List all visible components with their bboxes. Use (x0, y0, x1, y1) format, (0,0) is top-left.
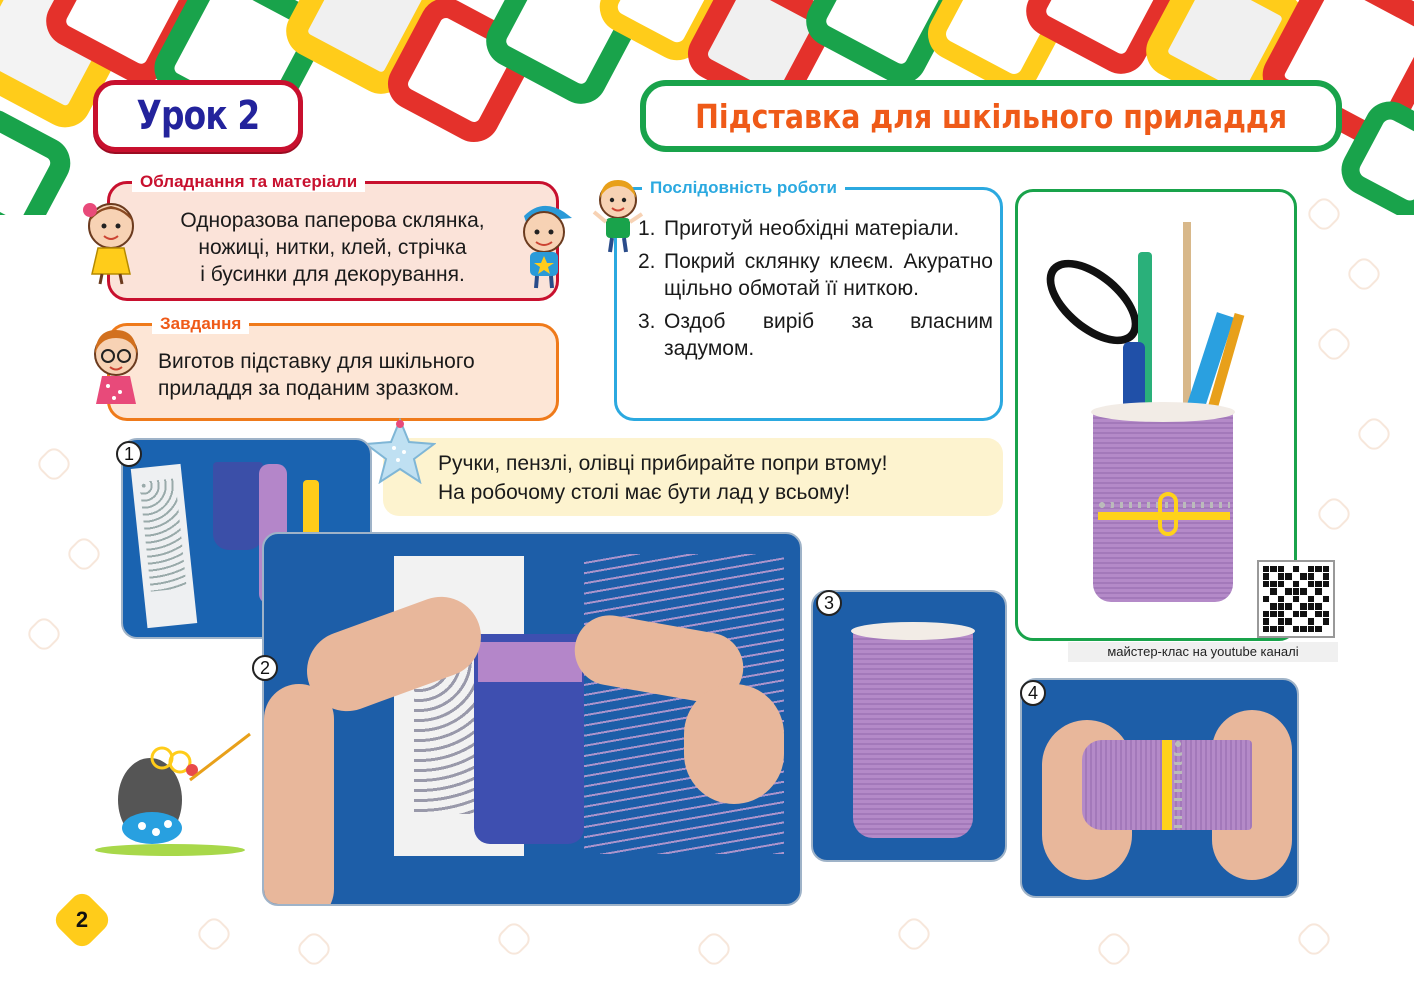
equipment-text: Одноразова паперова склянка, ножиці, нитки, клей, стрічка і бусинки для декорування. (180, 209, 485, 286)
sequence-label: Послідовність роботи (642, 178, 845, 198)
page-title: Підставка для шкільного приладдя (695, 96, 1287, 136)
step-number-1: 1 (116, 441, 142, 467)
rhyme-line-2: На робочому столі має бути лад у всьому! (438, 481, 851, 504)
rhyme-line-1: Ручки, пензлі, олівці прибирайте попри втому! (438, 452, 888, 475)
list-item: 1. Приготуй необхідні матеріали. (638, 217, 960, 240)
girl-cartoon-icon (78, 196, 144, 286)
page-title-badge (640, 80, 1342, 152)
step-number-2: 2 (252, 655, 278, 681)
step-number-3: 3 (816, 590, 842, 616)
boy-cartoon-icon (512, 198, 578, 290)
photo-step-3 (811, 590, 1007, 862)
task-text: Виготов підставку для шкільного приладдя за поданим зразком. (158, 350, 475, 400)
lesson-badge (93, 80, 303, 152)
mole-pointer-cartoon-icon (90, 730, 260, 860)
boy-waving-cartoon-icon (588, 176, 648, 256)
photo-step-4 (1020, 678, 1299, 898)
qr-code-icon[interactable] (1257, 560, 1335, 638)
sequence-steps (638, 215, 993, 368)
equipment-label: Обладнання та матеріали (132, 172, 365, 192)
task-label: Завдання (152, 314, 249, 334)
step-number-4: 4 (1020, 680, 1046, 706)
page-number: 2 (75, 907, 89, 932)
list-item: 2. Покрий склянку клеєм. Акуратно щільно обмотай її ниткою. (638, 250, 993, 300)
girl-glasses-cartoon-icon (86, 324, 146, 416)
list-item: 3. Оздоб виріб за власним задумом. (638, 310, 993, 360)
lesson-title: Урок 2 (136, 93, 260, 139)
star-icon (364, 418, 436, 484)
qr-caption: майстер-клас на youtube каналі (1068, 642, 1338, 662)
finished-product-photo (1015, 189, 1297, 641)
photo-step-2 (262, 532, 802, 906)
